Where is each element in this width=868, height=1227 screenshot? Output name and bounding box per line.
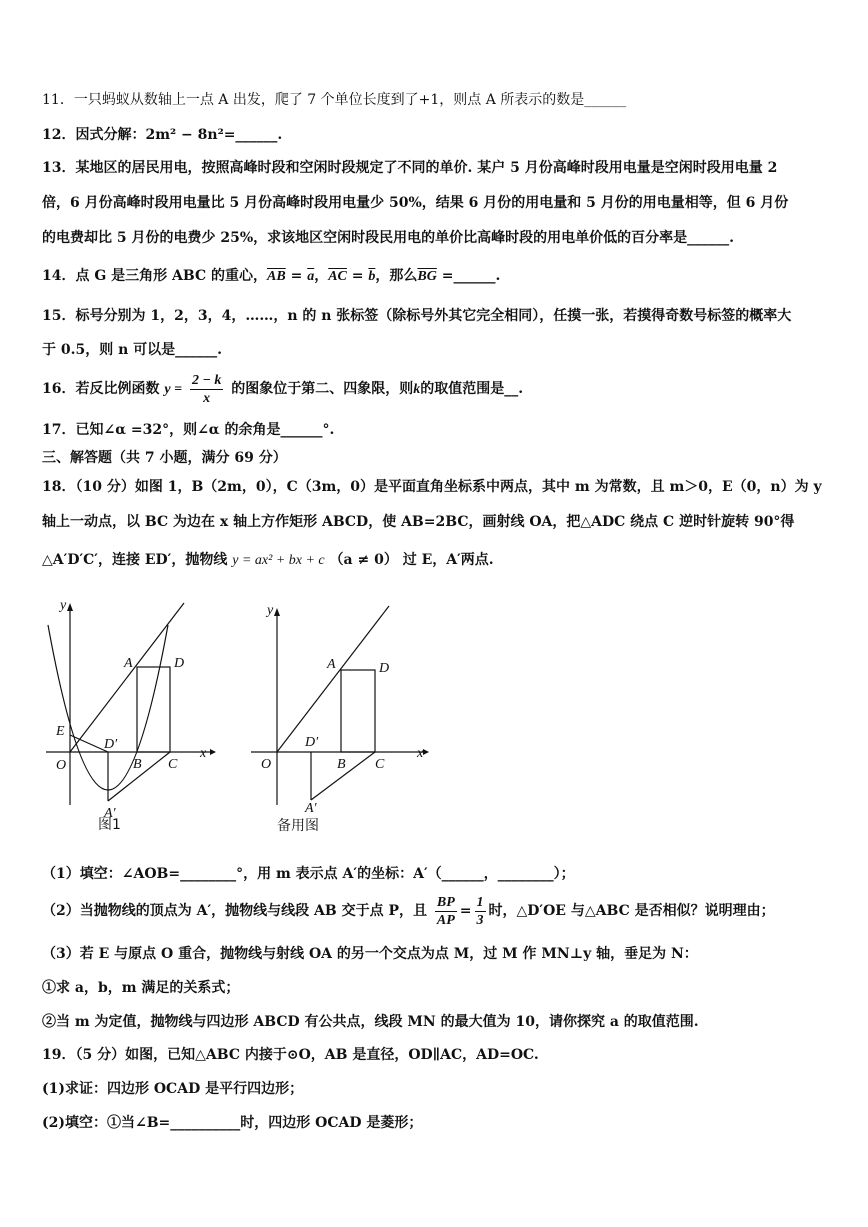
label-x: x <box>200 746 207 761</box>
y-axis-arrow <box>67 603 73 611</box>
q18-2-num2: 1 <box>476 894 484 910</box>
figure-backup-caption: 备用图 <box>277 818 319 834</box>
question-14 <box>42 266 500 287</box>
q14-prefix: 14．点 G 是三角形 ABC 的重心， <box>42 268 268 284</box>
label-a-prime-2: A′ <box>305 801 317 816</box>
figure-backup <box>245 600 435 840</box>
x-axis-arrow-2 <box>423 749 429 755</box>
question-17: 17．已知∠α =32°，则∠α 的余角是______°. <box>42 422 335 438</box>
q18-2-fraction-1-3 <box>475 894 486 929</box>
q16-y: y = <box>164 382 183 397</box>
label-x-2: x <box>417 746 424 761</box>
label-d: D <box>174 656 185 671</box>
vector-ab: $\overline{AB}$ <box>267 269 286 284</box>
label-c-2: C <box>375 757 385 772</box>
vector-bg: $\overline{BG}$ <box>417 269 437 284</box>
question-12: 12．因式分解：2m² − 8n²=______. <box>42 127 283 143</box>
x-axis-arrow <box>210 749 216 755</box>
question-13-line2: 倍，6 月份高峰时段用电量比 5 月份高峰时段用电量少 50%，结果 6 月份的用电量和 5 月份的用电量相等，但 6 月份 <box>42 195 789 211</box>
q18-formula: y = ax² + bx + c <box>232 553 325 568</box>
q16-k: k <box>413 382 421 397</box>
question-19-part2: (2)填空：①当∠B=__________时，四边形 OCAD 是菱形； <box>42 1115 423 1131</box>
label-y-2: y <box>267 603 274 618</box>
question-18-part3: （3）若 E 与原点 O 重合，抛物线与射线 OA 的另一个交点为点 M，过 M 作 MN⊥y 轴，垂足为 N： <box>42 946 698 962</box>
q18-2-post: 时，△D′OE 与△ABC 是否相似？说明理由； <box>488 903 775 919</box>
label-d-2: D <box>379 661 390 676</box>
question-15-line1: 15．标号分别为 1，2，3，4，……，n 的 n 张标签（除标号外其它完全相同），任摸一张，若摸得奇数号标签的概率大 <box>42 308 792 324</box>
label-d-prime: D′ <box>104 737 118 752</box>
q18-line3-prefix: △A′D′C′，连接 ED′，抛物线 <box>42 552 228 568</box>
question-13-line1: 13．某地区的居民用电，按照高峰时段和空闲时段规定了不同的单价. 某户 5 月份高峰时段用电量是空闲时段用电量 2 <box>42 160 778 176</box>
q18-2-fraction-bp-ap <box>435 894 457 929</box>
label-e: E <box>56 724 65 739</box>
figure-1-caption: 图1 <box>98 817 121 833</box>
question-18-line1: 18．（10 分）如图 1，B（2m，0），C（3m，0）是平面直角坐标系中两点，其中 m 为常数，且 m＞0，E（0，n）为 y <box>42 479 822 495</box>
question-18-part3-2: ②当 m 为定值，抛物线与四边形 ABCD 有公共点，线段 MN 的最大值为 10，请你探究 a 的取值范围. <box>42 1014 699 1030</box>
label-d-prime-2: D′ <box>305 735 319 750</box>
y-axis-arrow-2 <box>274 608 280 616</box>
q18-2-equals: = <box>459 903 472 919</box>
q18-line3-post: 过 E，A′两点. <box>402 552 494 568</box>
question-19: 19．（5 分）如图，已知△ABC 内接于⊙O，AB 是直径，OD∥AC，AD=OC. <box>42 1047 539 1063</box>
question-15-line2: 于 0.5，则 n 可以是______. <box>42 342 223 358</box>
question-19-part1: (1)求证：四边形 OCAD 是平行四边形； <box>42 1081 304 1097</box>
q14-equals-2: = <box>346 268 369 284</box>
question-18-part2 <box>42 888 775 934</box>
q14-separator: ， <box>314 268 329 284</box>
q18-condition: （a ≠ 0） <box>329 552 398 568</box>
question-18-line3 <box>42 550 494 571</box>
section-3-heading: 三、解答题（共 7 小题，满分 69 分） <box>42 450 287 466</box>
label-b: B <box>133 757 142 772</box>
label-y: y <box>60 598 67 613</box>
q18-2-prefix: （2）当抛物线的顶点为 A′，抛物线与线段 AB 交于点 P，且 <box>42 903 428 919</box>
figure-1 <box>40 595 220 835</box>
q16-fraction <box>190 372 223 407</box>
q16-denominator: x <box>203 390 211 406</box>
rectangle-abcd-2 <box>341 670 375 752</box>
q18-2-den: AP <box>436 912 455 928</box>
q18-2-num: BP <box>436 894 455 910</box>
label-b-2: B <box>337 757 346 772</box>
q16-prefix: 16．若反比例函数 <box>42 381 160 397</box>
rectangle-abcd <box>137 667 170 752</box>
q14-equals: = <box>285 268 308 284</box>
q16-end: 的取值范围是__. <box>420 381 524 397</box>
question-18-line2: 轴上一动点，以 BC 为边在 x 轴上方作矩形 ABCD，使 AB=2BC，画射线 OA，把△ADC 绕点 C 逆时针旋转 90°得 <box>42 514 795 530</box>
label-a-2: A <box>327 657 336 672</box>
ray-oa-2 <box>277 606 389 752</box>
q14-end: =______. <box>436 268 501 284</box>
question-13-line3: 的电费却比 5 月份的电费少 25%，求该地区空闲时段民用电的单价比高峰时段的用电单价低的百分率是______. <box>42 230 735 246</box>
q14-middle: ，那么 <box>375 268 418 284</box>
question-18-part3-1: ①求 a，b，m 满足的关系式； <box>42 980 240 996</box>
label-a: A <box>124 656 133 671</box>
q18-2-den2: 3 <box>476 912 484 928</box>
q16-numerator: 2 − k <box>191 372 222 388</box>
label-o: O <box>56 758 67 773</box>
q16-post: 的图象位于第二、四象限，则 <box>231 381 414 397</box>
label-c: C <box>168 757 178 772</box>
label-a-prime: A′ <box>104 806 116 821</box>
vector-b: $\overline{b}$ <box>368 269 376 284</box>
vector-ac: $\overline{AC}$ <box>328 269 347 284</box>
vector-a: $\overline{a}$ <box>307 269 315 284</box>
label-o-2: O <box>261 757 272 772</box>
ray-oa <box>70 603 184 752</box>
question-18-part1: （1）填空：∠AOB=________°，用 m 表示点 A′的坐标：A′（______，________）； <box>42 866 575 882</box>
question-11: 11．一只蚂蚁从数轴上一点 A 出发，爬了 7 个单位长度到了+1，则点 A 所表示的数是______ <box>42 92 627 108</box>
question-16 <box>42 368 523 411</box>
